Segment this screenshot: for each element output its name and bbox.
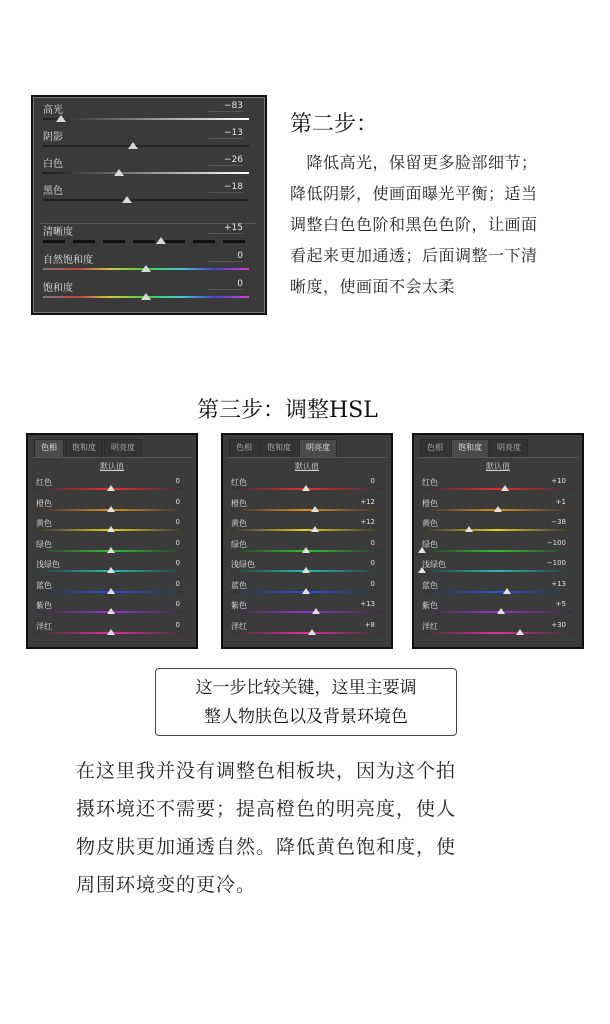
slider-thumb[interactable]	[311, 526, 319, 532]
slider-label: 红色	[36, 478, 52, 487]
slider-thumb[interactable]	[503, 588, 511, 594]
slider-thumb[interactable]	[497, 608, 505, 614]
slider-thumb[interactable]	[56, 115, 66, 122]
tab-hue[interactable]: 色相	[34, 439, 64, 457]
default-link[interactable]: 默认值	[295, 462, 319, 471]
slider-value[interactable]: +1	[555, 497, 566, 506]
key-note-callout	[155, 668, 457, 736]
slider-track[interactable]	[231, 509, 381, 511]
slider-track[interactable]	[43, 172, 249, 174]
paragraph-line: 晰度，使画面不会太柔	[290, 277, 456, 296]
clarity-slider-row[interactable]	[43, 223, 253, 251]
slider-label: 蓝色	[36, 580, 52, 590]
hsl-slider-row[interactable]	[36, 539, 186, 559]
hsl-slider-row[interactable]	[231, 477, 381, 497]
slider-label: 紫色	[422, 601, 438, 610]
paragraph-line: 降低阴影，使画面曝光平衡；适当	[290, 184, 538, 203]
slider-label: 绿色	[36, 539, 52, 549]
slider-thumb[interactable]	[107, 526, 115, 532]
slider-value[interactable]: −13	[209, 128, 243, 139]
tab-divider	[418, 457, 578, 458]
slider-track[interactable]	[422, 529, 572, 531]
body-line: 摄环境还不需要；提高橙色的明亮度，使人	[76, 798, 457, 820]
hsl-panel-3	[412, 433, 584, 649]
hsl-slider-row[interactable]	[231, 518, 381, 538]
hsl-slider-row[interactable]	[422, 539, 572, 559]
slider-value[interactable]: −38	[551, 518, 566, 526]
shadows-slider-row[interactable]	[43, 128, 253, 156]
slider-label: 紫色	[231, 601, 247, 610]
slider-label: 浅绿色	[422, 560, 446, 569]
slider-label: 清晰度	[43, 227, 73, 238]
slider-label: 橙色	[422, 498, 438, 508]
slider-thumb[interactable]	[114, 169, 124, 176]
basic-adjustments-panel	[31, 95, 267, 315]
paragraph-line: 降低高光，保留更多脸部细节；	[290, 153, 538, 172]
slider-label: 黄色	[231, 519, 247, 528]
slider-thumb[interactable]	[302, 588, 310, 594]
slider-label: 洋红	[231, 621, 247, 631]
slider-thumb[interactable]	[107, 629, 115, 635]
slider-track[interactable]	[422, 550, 572, 552]
hsl-slider-row[interactable]	[422, 559, 572, 579]
slider-value[interactable]: +12	[360, 497, 375, 506]
hsl-tabs	[229, 439, 338, 457]
tab-hue[interactable]: 色相	[229, 439, 259, 457]
hsl-tabs	[34, 439, 143, 457]
slider-thumb[interactable]	[107, 485, 115, 491]
slider-track[interactable]	[43, 145, 249, 147]
slider-value[interactable]: 0	[370, 538, 375, 547]
slider-label: 黑色	[43, 186, 63, 197]
slider-track[interactable]	[231, 611, 381, 613]
slider-label: 红色	[422, 478, 438, 487]
tab-hue[interactable]: 色相	[420, 439, 450, 457]
slider-thumb[interactable]	[501, 485, 509, 491]
default-link[interactable]: 默认值	[100, 462, 124, 471]
slider-thumb[interactable]	[308, 629, 316, 635]
highlights-slider-row[interactable]	[43, 101, 253, 129]
step3-title: 第三步：调整HSL	[197, 398, 378, 423]
tab-divider	[227, 457, 387, 458]
slider-label: 饱和度	[43, 283, 73, 294]
hsl-slider-row[interactable]	[36, 477, 186, 497]
slider-track[interactable]	[422, 488, 572, 490]
paragraph-line: 调整白色色阶和黑色色阶，让画面	[290, 215, 538, 234]
slider-thumb[interactable]	[141, 265, 151, 272]
slider-value[interactable]: 0	[175, 600, 180, 608]
slider-track[interactable]	[43, 199, 249, 201]
slider-value[interactable]: +13	[551, 579, 566, 588]
hsl-tabs	[420, 439, 529, 457]
slider-label: 绿色	[231, 539, 247, 549]
slider-value[interactable]: 0	[175, 620, 180, 629]
hsl-slider-row[interactable]	[36, 518, 186, 538]
slider-label: 绿色	[422, 539, 438, 549]
slider-track[interactable]	[422, 570, 572, 572]
slider-thumb[interactable]	[141, 293, 151, 300]
slider-value[interactable]: 0	[370, 559, 375, 567]
slider-thumb[interactable]	[311, 506, 319, 512]
slider-thumb[interactable]	[107, 588, 115, 594]
slider-label: 阴影	[43, 132, 63, 143]
slider-track[interactable]	[422, 632, 572, 634]
step2-paragraph	[290, 147, 610, 302]
step3-body-text	[76, 752, 546, 904]
slider-value[interactable]: +5	[555, 600, 566, 608]
slider-value[interactable]: 0	[175, 518, 180, 526]
slider-label: 洋红	[36, 621, 52, 631]
slider-thumb[interactable]	[107, 567, 115, 573]
slider-label: 白色	[43, 159, 63, 170]
body-line: 物皮肤更加通透自然。降低黄色饱和度，使	[76, 836, 457, 858]
slider-thumb[interactable]	[302, 485, 310, 491]
tab-luminance[interactable]: 明亮度	[104, 439, 142, 457]
slider-label: 红色	[231, 478, 247, 487]
hsl-slider-row[interactable]	[231, 559, 381, 579]
slider-thumb[interactable]	[516, 629, 524, 635]
tab-divider	[32, 457, 192, 458]
slider-value[interactable]: +12	[360, 518, 375, 526]
hsl-slider-row[interactable]	[422, 518, 572, 538]
slider-label: 蓝色	[231, 580, 247, 590]
slider-label: 自然饱和度	[43, 255, 93, 266]
slider-value[interactable]: 0	[370, 579, 375, 588]
slider-thumb[interactable]	[107, 608, 115, 614]
hsl-panel-1	[26, 433, 198, 649]
default-link[interactable]: 默认值	[486, 462, 510, 471]
tab-luminance[interactable]: 明亮度	[299, 439, 337, 457]
body-line: 周围环境变的更冷。	[76, 874, 257, 896]
tab-saturation[interactable]: 饱和度	[65, 439, 103, 457]
slider-track[interactable]	[43, 118, 249, 120]
slider-value[interactable]: +15	[209, 223, 243, 234]
saturation-slider-row[interactable]	[43, 279, 253, 307]
slider-thumb[interactable]	[302, 567, 310, 573]
slider-value[interactable]: 0	[175, 497, 180, 506]
slider-thumb[interactable]	[302, 547, 310, 553]
vibrance-slider-row[interactable]	[43, 251, 253, 279]
hsl-slider-row[interactable]	[231, 498, 381, 518]
slider-value[interactable]: 0	[209, 251, 243, 262]
whites-slider-row[interactable]	[43, 155, 253, 183]
slider-label: 高光	[43, 105, 63, 116]
slider-thumb[interactable]	[418, 547, 426, 553]
slider-value[interactable]: 0	[370, 477, 375, 485]
slider-label: 黄色	[422, 519, 438, 528]
paragraph-line: 看起来更加通透；后面调整一下清	[290, 246, 538, 265]
slider-thumb[interactable]	[122, 196, 132, 203]
tab-saturation[interactable]: 饱和度	[260, 439, 298, 457]
slider-thumb[interactable]	[107, 506, 115, 512]
slider-thumb[interactable]	[107, 547, 115, 553]
slider-value[interactable]: +8	[364, 620, 375, 629]
slider-value[interactable]: +13	[360, 600, 375, 608]
hsl-slider-row[interactable]	[422, 498, 572, 518]
hsl-slider-row[interactable]	[36, 559, 186, 579]
hsl-slider-row[interactable]	[231, 539, 381, 559]
slider-thumb[interactable]	[312, 608, 320, 614]
slider-value[interactable]: 0	[175, 538, 180, 547]
hsl-slider-row[interactable]	[422, 600, 572, 620]
hsl-slider-row[interactable]	[422, 477, 572, 497]
hsl-slider-row[interactable]	[36, 498, 186, 518]
slider-track[interactable]	[231, 529, 381, 531]
slider-label: 橙色	[36, 498, 52, 508]
slider-value[interactable]: 0	[175, 579, 180, 588]
slider-label: 蓝色	[422, 580, 438, 590]
slider-track[interactable]	[43, 240, 249, 243]
blacks-slider-row[interactable]	[43, 182, 253, 210]
callout-line: 整人物肤色以及背景环境色	[204, 707, 408, 727]
slider-label: 黄色	[36, 519, 52, 528]
hsl-slider-row[interactable]	[231, 600, 381, 620]
slider-value[interactable]: −26	[209, 155, 243, 166]
slider-thumb[interactable]	[156, 237, 166, 244]
hsl-slider-row[interactable]	[231, 580, 381, 600]
hsl-slider-row[interactable]	[231, 621, 381, 641]
slider-track[interactable]	[422, 591, 572, 593]
slider-label: 浅绿色	[231, 560, 255, 569]
slider-value[interactable]: +30	[551, 620, 566, 629]
slider-label: 橙色	[231, 498, 247, 508]
tab-luminance[interactable]: 明亮度	[490, 439, 528, 457]
slider-value[interactable]: −83	[209, 101, 243, 112]
slider-value[interactable]: −18	[209, 182, 243, 193]
slider-label: 洋红	[422, 621, 438, 631]
slider-track[interactable]	[231, 632, 381, 634]
hsl-slider-row[interactable]	[36, 621, 186, 641]
callout-line: 这一步比较关键，这里主要调	[195, 678, 417, 698]
slider-value[interactable]: +10	[551, 477, 566, 485]
tab-saturation[interactable]: 饱和度	[451, 439, 489, 457]
slider-value[interactable]: 0	[175, 559, 180, 567]
hsl-slider-row[interactable]	[422, 621, 572, 641]
slider-thumb[interactable]	[128, 142, 138, 149]
slider-thumb[interactable]	[418, 567, 426, 573]
hsl-slider-row[interactable]	[36, 600, 186, 620]
slider-thumb[interactable]	[494, 506, 502, 512]
slider-label: 紫色	[36, 601, 52, 610]
slider-thumb[interactable]	[465, 526, 473, 532]
slider-value[interactable]: −100	[546, 538, 566, 547]
slider-value[interactable]: 0	[175, 477, 180, 485]
slider-label: 浅绿色	[36, 560, 60, 569]
body-line: 在这里我并没有调整色相板块，因为这个拍	[76, 760, 457, 782]
step2-title: 第二步：	[290, 112, 379, 137]
slider-value[interactable]: 0	[209, 279, 243, 290]
hsl-slider-row[interactable]	[422, 580, 572, 600]
hsl-slider-row[interactable]	[36, 580, 186, 600]
hsl-panel-2	[221, 433, 393, 649]
slider-value[interactable]: −100	[546, 559, 566, 567]
